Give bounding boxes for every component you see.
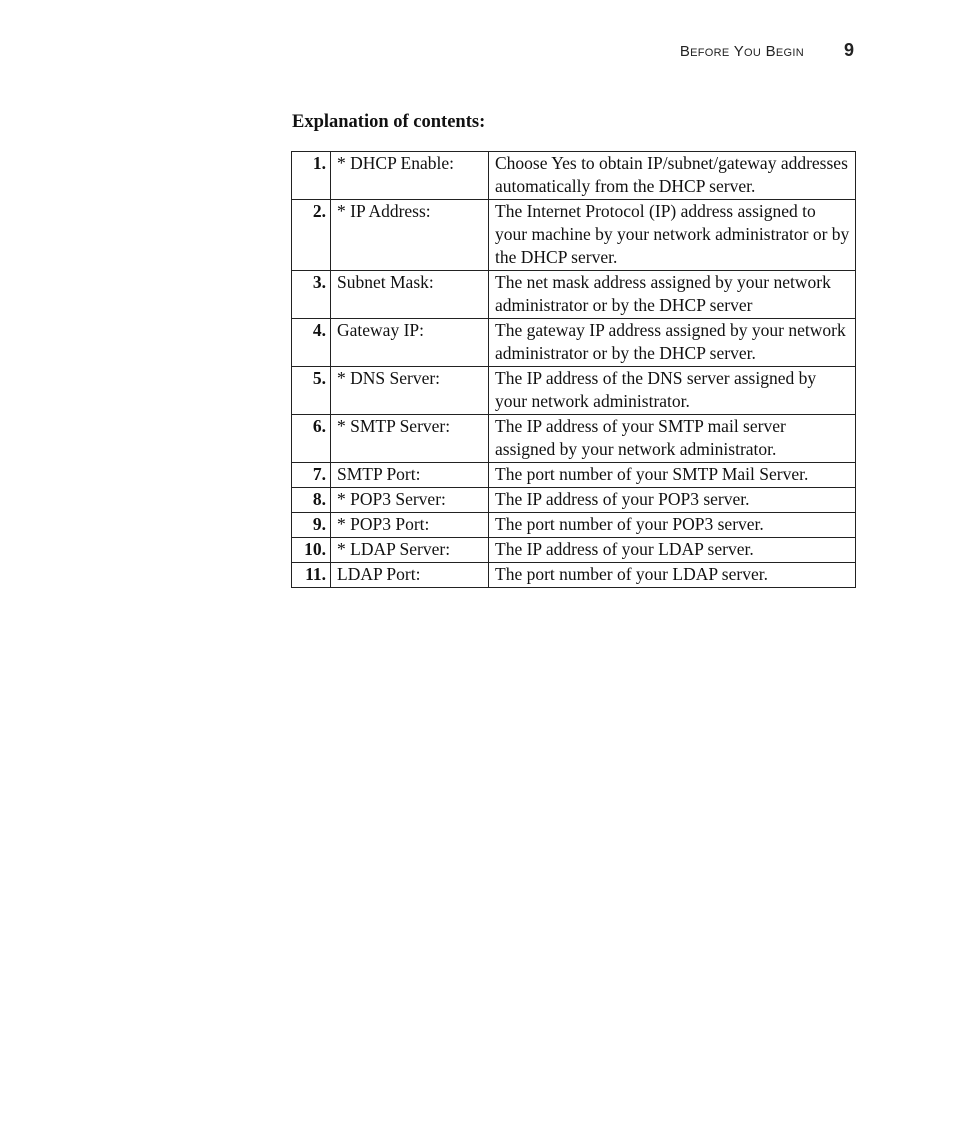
row-description: Choose Yes to obtain IP/subnet/gateway addresses automatically from the DHCP server. [489,152,856,200]
row-description: The IP address of your POP3 server. [489,488,856,513]
table-row [292,152,856,200]
row-description: The port number of your SMTP Mail Server. [489,463,856,488]
running-header [680,40,854,61]
row-number: 2. [292,200,331,271]
row-field: * POP3 Port: [331,513,489,538]
row-number: 9. [292,513,331,538]
row-number: 5. [292,367,331,415]
row-number: 8. [292,488,331,513]
row-field: * SMTP Server: [331,415,489,463]
row-field: SMTP Port: [331,463,489,488]
table-row [292,319,856,367]
row-number: 6. [292,415,331,463]
row-description: The IP address of your SMTP mail server assigned by your network administrator. [489,415,856,463]
table-row [292,563,856,588]
row-field: * LDAP Server: [331,538,489,563]
row-field: * IP Address: [331,200,489,271]
row-field: LDAP Port: [331,563,489,588]
explanation-heading: Explanation of contents: [292,112,486,132]
table-row [292,271,856,319]
contents-table-body [292,152,856,588]
row-number: 3. [292,271,331,319]
table-row [292,415,856,463]
row-number: 4. [292,319,331,367]
row-number: 1. [292,152,331,200]
row-field: Gateway IP: [331,319,489,367]
table-row [292,538,856,563]
table-row [292,463,856,488]
row-field: * DNS Server: [331,367,489,415]
row-description: The Internet Protocol (IP) address assigned to your machine by your network administrator or by the DHCP server. [489,200,856,271]
table-row [292,513,856,538]
row-number: 7. [292,463,331,488]
table-row [292,488,856,513]
row-description: The port number of your LDAP server. [489,563,856,588]
table-row [292,200,856,271]
row-field: * DHCP Enable: [331,152,489,200]
row-description: The IP address of your LDAP server. [489,538,856,563]
row-field: Subnet Mask: [331,271,489,319]
row-description: The gateway IP address assigned by your network administrator or by the DHCP server. [489,319,856,367]
row-description: The net mask address assigned by your network administrator or by the DHCP server [489,271,856,319]
page-number: 9 [843,40,854,60]
table-row [292,367,856,415]
row-description: The port number of your POP3 server. [489,513,856,538]
row-description: The IP address of the DNS server assigned by your network administrator. [489,367,856,415]
row-field: * POP3 Server: [331,488,489,513]
row-number: 11. [292,563,331,588]
row-number: 10. [292,538,331,563]
contents-table [291,151,856,588]
section-title: Before You Begin [679,43,804,60]
